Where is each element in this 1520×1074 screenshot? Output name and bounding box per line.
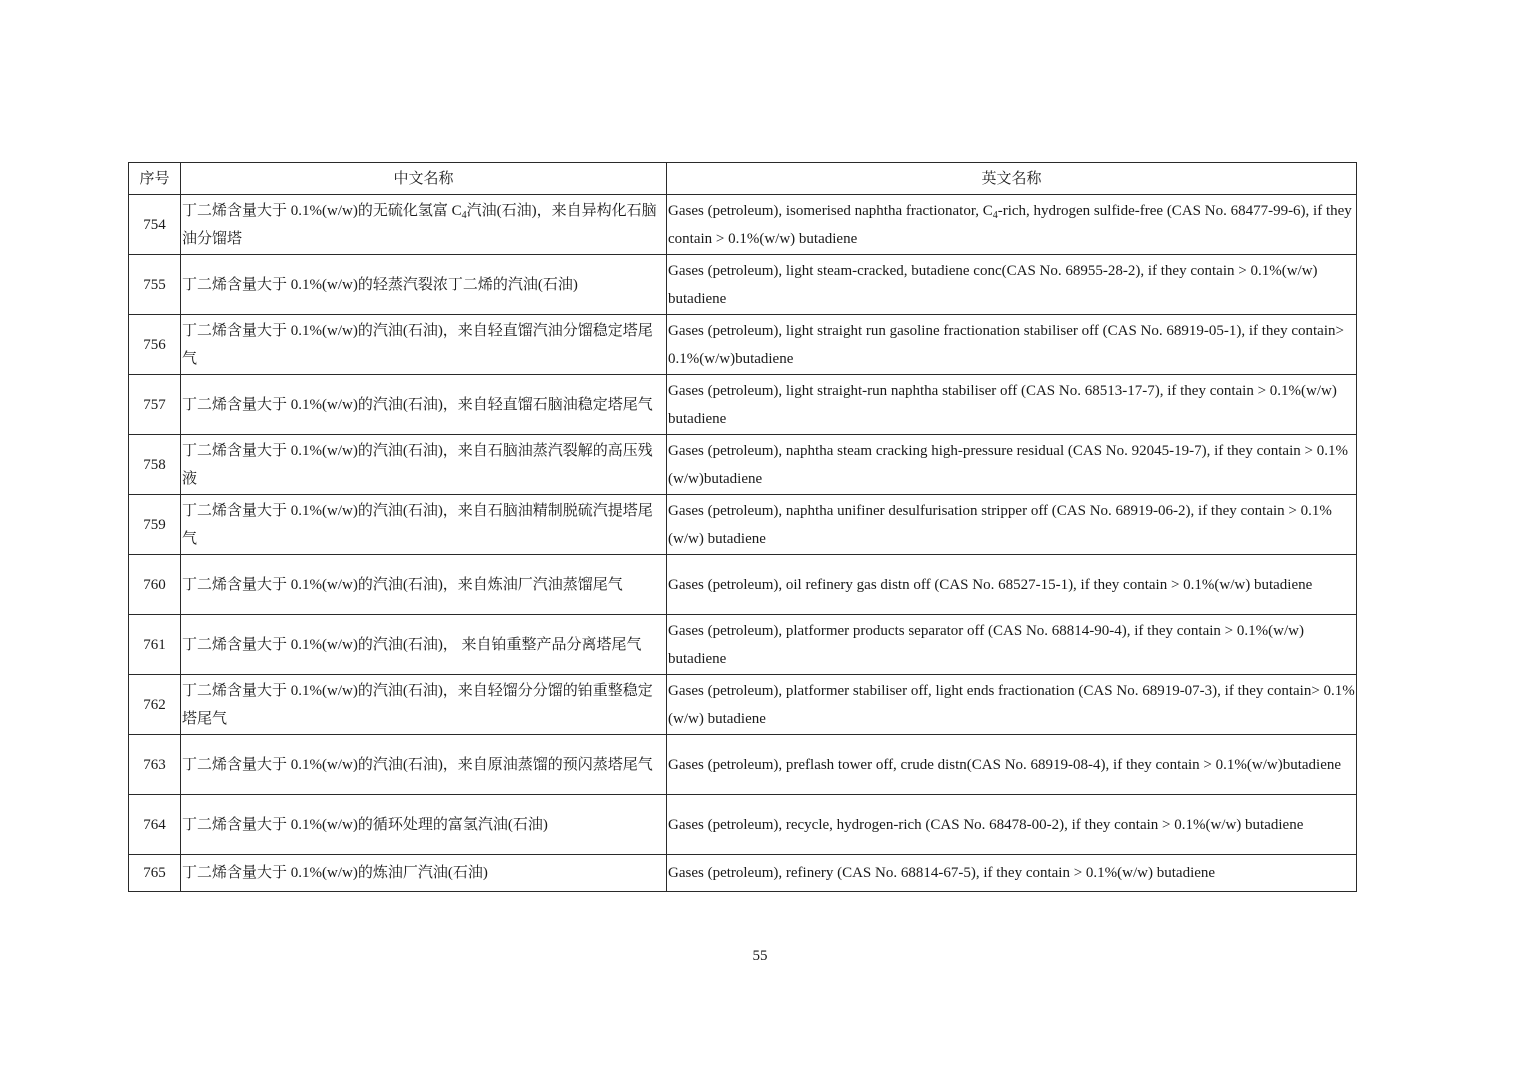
row-number: 760 [129,555,181,615]
header-serial-number: 序号 [129,163,181,195]
subscript: 4 [461,209,467,221]
chinese-name [181,195,667,255]
table-row [129,315,1357,375]
table-row [129,495,1357,555]
header-english-name: 英文名称 [667,163,1357,195]
chinese-name: 丁二烯含量大于 0.1%(w/w)的汽油(石油)，来自石脑油蒸汽裂解的高压残液 [181,435,667,495]
page-number: 55 [752,948,768,964]
english-name: Gases (petroleum), recycle, hydrogen-rich (CAS No. 68478-00-2), if they contain > 0.1%(w/w) butadiene [667,795,1357,855]
english-name: Gases (petroleum), refinery (CAS No. 68814-67-5), if they contain > 0.1%(w/w) butadiene [667,855,1357,892]
table-row [129,855,1357,892]
table-row [129,675,1357,735]
table-row [129,255,1357,315]
table-row [129,375,1357,435]
chinese-name-part: 丁二烯含量大于 0.1%(w/w)的无硫化氢富 C [182,202,462,219]
header-chinese-name: 中文名称 [181,163,667,195]
row-number: 758 [129,435,181,495]
substance-table [128,162,1357,892]
english-name: Gases (petroleum), naphtha steam cracking high-pressure residual (CAS No. 92045-19-7), if they contain > 0.1%(w/w)butadiene [667,435,1357,495]
row-number: 763 [129,735,181,795]
english-name: Gases (petroleum), platformer stabiliser off, light ends fractionation (CAS No. 68919-07-3), if they contain> 0.1%(w/w) butadiene [667,675,1357,735]
subscript: 4 [992,209,998,221]
chinese-name: 丁二烯含量大于 0.1%(w/w)的汽油(石油)， 来自铂重整产品分离塔尾气 [181,615,667,675]
row-number: 759 [129,495,181,555]
english-name: Gases (petroleum), light straight-run naphtha stabiliser off (CAS No. 68513-17-7), if they contain > 0.1%(w/w) butadiene [667,375,1357,435]
row-number: 754 [129,195,181,255]
chinese-name: 丁二烯含量大于 0.1%(w/w)的汽油(石油)，来自轻直馏石脑油稳定塔尾气 [181,375,667,435]
english-name: Gases (petroleum), preflash tower off, crude distn(CAS No. 68919-08-4), if they contain > 0.1%(w/w)butadiene [667,735,1357,795]
row-number: 757 [129,375,181,435]
row-number: 761 [129,615,181,675]
chinese-name: 丁二烯含量大于 0.1%(w/w)的循环处理的富氢汽油(石油) [181,795,667,855]
row-number: 765 [129,855,181,892]
chinese-name: 丁二烯含量大于 0.1%(w/w)的汽油(石油)，来自炼油厂汽油蒸馏尾气 [181,555,667,615]
chinese-name: 丁二烯含量大于 0.1%(w/w)的轻蒸汽裂浓丁二烯的汽油(石油) [181,255,667,315]
chinese-name: 丁二烯含量大于 0.1%(w/w)的炼油厂汽油(石油) [181,855,667,892]
table-row [129,195,1357,255]
chinese-name: 丁二烯含量大于 0.1%(w/w)的汽油(石油)，来自石脑油精制脱硫汽提塔尾气 [181,495,667,555]
english-name-part: -rich, hydrogen sulfide-free (CAS No. 68477-99-6), if they contain > 0.1%(w/w) butadiene [668,202,1352,247]
table-header-row [129,163,1357,195]
chinese-name: 丁二烯含量大于 0.1%(w/w)的汽油(石油)，来自轻馏分分馏的铂重整稳定塔尾气 [181,675,667,735]
table-row [129,435,1357,495]
table-row [129,615,1357,675]
row-number: 755 [129,255,181,315]
table-row [129,795,1357,855]
row-number: 764 [129,795,181,855]
english-name: Gases (petroleum), light straight run gasoline fractionation stabiliser off (CAS No. 68919-05-1), if they contain> 0.1%(w/w)butadiene [667,315,1357,375]
table-row [129,555,1357,615]
english-name: Gases (petroleum), oil refinery gas distn off (CAS No. 68527-15-1), if they contain > 0.1%(w/w) butadiene [667,555,1357,615]
chinese-name: 丁二烯含量大于 0.1%(w/w)的汽油(石油)，来自原油蒸馏的预闪蒸塔尾气 [181,735,667,795]
chinese-name: 丁二烯含量大于 0.1%(w/w)的汽油(石油)，来自轻直馏汽油分馏稳定塔尾气 [181,315,667,375]
row-number: 762 [129,675,181,735]
chinese-name-part: 汽油(石油)，来自异构化石脑油分馏塔 [182,202,657,247]
english-name: Gases (petroleum), naphtha unifiner desulfurisation stripper off (CAS No. 68919-06-2), if they contain > 0.1%(w/w) butadiene [667,495,1357,555]
english-name: Gases (petroleum), platformer products separator off (CAS No. 68814-90-4), if they contain > 0.1%(w/w) butadiene [667,615,1357,675]
english-name [667,195,1357,255]
english-name: Gases (petroleum), light steam-cracked, butadiene conc(CAS No. 68955-28-2), if they contain > 0.1%(w/w) butadiene [667,255,1357,315]
row-number: 756 [129,315,181,375]
table-row [129,735,1357,795]
english-name-part: Gases (petroleum), isomerised naphtha fractionator, C [668,202,993,219]
